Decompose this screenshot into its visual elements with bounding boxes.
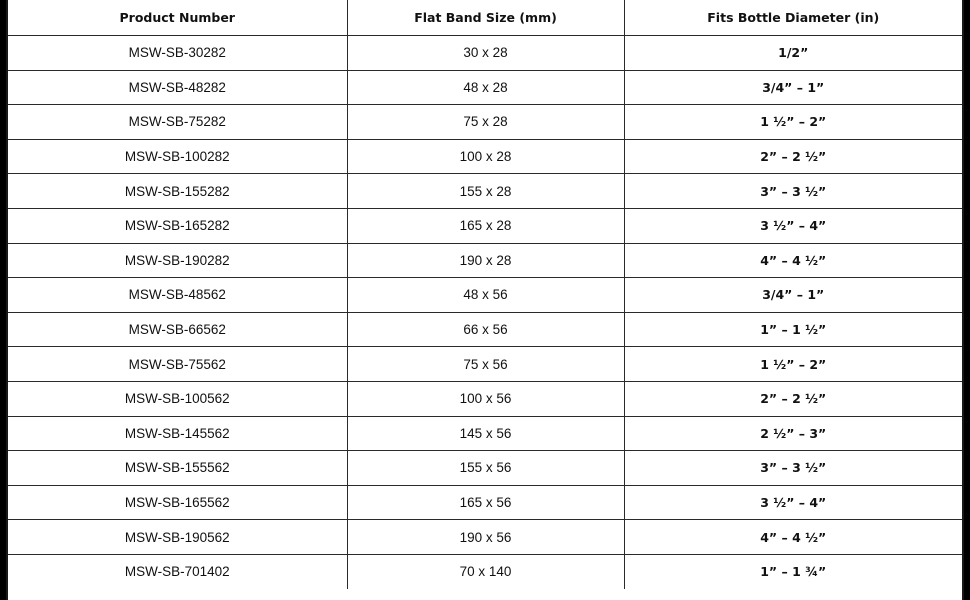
- band-size-cell: 100 x 56: [347, 381, 624, 416]
- bottle-diameter-cell: 2” – 2 ½”: [624, 381, 962, 416]
- band-size-cell: 75 x 56: [347, 347, 624, 382]
- bottle-diameter-cell: 3/4” – 1”: [624, 70, 962, 105]
- table-row: [8, 381, 962, 416]
- band-size-cell: 165 x 28: [347, 208, 624, 243]
- bottle-diameter-cell: 1” – 1 ¾”: [624, 554, 962, 588]
- product-number-cell: MSW-SB-190282: [8, 243, 347, 278]
- band-size-cell: 66 x 56: [347, 312, 624, 347]
- band-size-cell: 165 x 56: [347, 485, 624, 520]
- bottle-diameter-cell: 4” – 4 ½”: [624, 243, 962, 278]
- bottle-diameter-cell: 1/2”: [624, 36, 962, 71]
- band-size-cell: 155 x 56: [347, 451, 624, 486]
- product-number-cell: MSW-SB-701402: [124, 564, 230, 580]
- band-size-cell: 145 x 56: [347, 416, 624, 451]
- table-row: [8, 208, 962, 243]
- band-size-cell: 155 x 28: [347, 174, 624, 209]
- bottle-diameter-cell: 2” – 2 ½”: [624, 139, 962, 174]
- product-number-cell: MSW-SB-165282: [8, 208, 347, 243]
- table-header-row: [8, 0, 962, 36]
- bottle-diameter-cell: 4” – 4 ½”: [624, 520, 962, 555]
- table-row: [8, 70, 962, 105]
- table-row: [8, 139, 962, 174]
- product-number-cell: MSW-SB-155282: [8, 174, 347, 209]
- product-number-cell: MSW-SB-100562: [8, 381, 347, 416]
- band-size-cell: 48 x 56: [347, 278, 624, 313]
- bottle-diameter-cell: 2 ½” – 3”: [624, 416, 962, 451]
- product-number-cell: MSW-SB-100282: [8, 139, 347, 174]
- product-number-cell: MSW-SB-145562: [8, 416, 347, 451]
- table-row: [8, 554, 962, 588]
- product-number-cell: MSW-SB-75282: [8, 105, 347, 140]
- table-row: [8, 278, 962, 313]
- bottle-diameter-cell: 3 ½” – 4”: [624, 208, 962, 243]
- table-row: [8, 36, 962, 71]
- table-body: [8, 36, 962, 589]
- product-number-cell: MSW-SB-66562: [8, 312, 347, 347]
- table-row: [8, 520, 962, 555]
- table-row: [8, 485, 962, 520]
- band-size-cell: 100 x 28: [347, 139, 624, 174]
- band-size-cell: 190 x 28: [347, 243, 624, 278]
- product-number-cell: MSW-SB-30282: [8, 36, 347, 71]
- product-number-cell: MSW-SB-48562: [8, 278, 347, 313]
- header-product-number: Product Number: [8, 0, 347, 36]
- header-flat-band-size: Flat Band Size (mm): [347, 0, 624, 36]
- table-row: [8, 243, 962, 278]
- bottle-diameter-cell: 1 ½” – 2”: [624, 347, 962, 382]
- bottle-diameter-cell: 3” – 3 ½”: [624, 451, 962, 486]
- product-size-sheet: [6, 0, 964, 600]
- bottle-diameter-cell: 1” – 1 ½”: [624, 312, 962, 347]
- product-number-cell: MSW-SB-190562: [8, 520, 347, 555]
- table-row: [8, 174, 962, 209]
- header-fits-bottle-diameter: Fits Bottle Diameter (in): [624, 0, 962, 36]
- band-size-cell: 48 x 28: [347, 70, 624, 105]
- band-size-cell: 30 x 28: [347, 36, 624, 71]
- band-size-cell: 190 x 56: [347, 520, 624, 555]
- table-row: [8, 312, 962, 347]
- product-number-cell: MSW-SB-155562: [8, 451, 347, 486]
- table-row: [8, 451, 962, 486]
- band-size-cell: 75 x 28: [347, 105, 624, 140]
- table-row: [8, 105, 962, 140]
- table-row: [8, 347, 962, 382]
- bottle-diameter-cell: 3 ½” – 4”: [624, 485, 962, 520]
- bottle-diameter-cell: 3/4” – 1”: [624, 278, 962, 313]
- product-number-cell: MSW-SB-165562: [8, 485, 347, 520]
- table-row: [8, 416, 962, 451]
- product-number-cell: MSW-SB-75562: [8, 347, 347, 382]
- bottle-diameter-cell: 3” – 3 ½”: [624, 174, 962, 209]
- band-size-cell: 70 x 140: [347, 554, 624, 588]
- product-size-table: [8, 0, 962, 589]
- product-number-cell: MSW-SB-48282: [8, 70, 347, 105]
- bottle-diameter-cell: 1 ½” – 2”: [624, 105, 962, 140]
